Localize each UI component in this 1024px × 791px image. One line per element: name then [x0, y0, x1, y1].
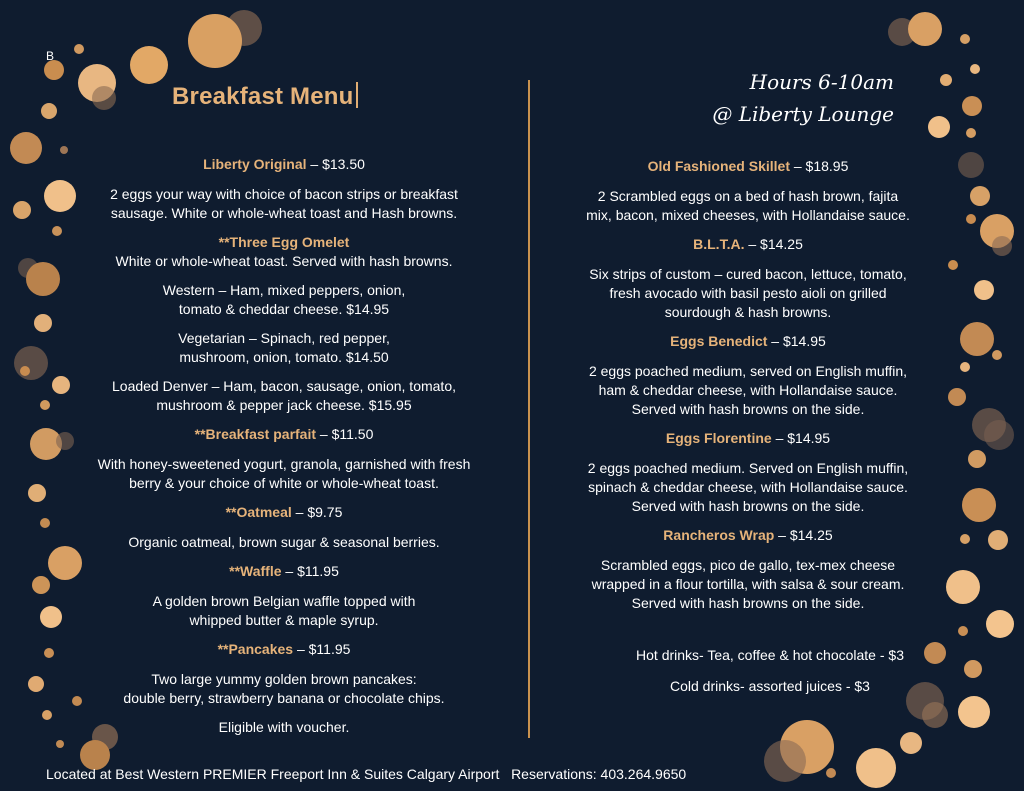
menu-item-title — [548, 332, 948, 351]
bokeh-circle — [960, 34, 970, 44]
bokeh-circle — [20, 366, 30, 376]
description-line: wrapped in a flour tortilla, with salsa & sour cream. — [591, 576, 905, 592]
right-menu-column — [548, 157, 948, 613]
menu-item-title — [548, 157, 948, 176]
bokeh-circle — [960, 534, 970, 544]
description-line: whipped butter & maple syrup. — [189, 612, 379, 628]
item-description — [548, 187, 948, 225]
bokeh-circle — [958, 696, 990, 728]
column-divider — [528, 80, 530, 738]
bokeh-circle — [60, 146, 68, 154]
item-description — [548, 265, 948, 322]
description-line: mushroom & pepper jack cheese. $15.95 — [156, 397, 412, 413]
description-line: sausage. White or whole-wheat toast and Hash browns. — [110, 205, 458, 221]
voucher-note — [62, 718, 506, 737]
item-price: – $14.95 — [767, 333, 826, 349]
description-line: mushroom, onion, tomato. $14.50 — [179, 349, 389, 365]
description-line: Vegetarian – Spinach, red pepper, — [178, 330, 390, 346]
description-line: White or whole-wheat toast. Served with hash browns. — [115, 253, 453, 269]
bokeh-circle — [974, 280, 994, 300]
location-line: @ Liberty Lounge — [712, 102, 894, 126]
description-line: Eligible with voucher. — [218, 719, 350, 735]
bokeh-circle — [966, 214, 976, 224]
bokeh-circle — [948, 388, 966, 406]
menu-item-title — [62, 562, 506, 581]
bokeh-circle — [44, 648, 54, 658]
bokeh-circle — [34, 314, 52, 332]
left-menu-column — [62, 155, 506, 737]
item-name: Liberty Original — [203, 156, 307, 172]
hot-drinks: Hot drinks- Tea, coffee & hot chocolate - $3 — [636, 647, 904, 663]
menu-item-title — [548, 526, 948, 545]
item-price: – $13.50 — [306, 156, 365, 172]
description-line: 2 eggs your way with choice of bacon strips or breakfast — [110, 186, 458, 202]
item-description — [62, 670, 506, 708]
bokeh-circle — [13, 201, 31, 219]
description-line: sourdough & hash browns. — [664, 304, 832, 320]
item-description — [62, 455, 506, 493]
description-line: 2 Scrambled eggs on a bed of hash brown, fajita — [597, 188, 899, 204]
bokeh-circle — [26, 262, 60, 296]
item-price: – $11.50 — [316, 426, 374, 442]
bokeh-circle — [74, 44, 84, 54]
cold-drinks: Cold drinks- assorted juices - $3 — [670, 678, 870, 694]
bokeh-circle — [946, 570, 980, 604]
description-line: mix, bacon, mixed cheeses, with Hollandaise sauce. — [586, 207, 910, 223]
item-description — [62, 533, 506, 552]
item-price: – $9.75 — [291, 504, 343, 520]
description-line: Six strips of custom – cured bacon, lettuce, tomato, — [589, 266, 907, 282]
description-line: Scrambled eggs, pico de gallo, tex-mex cheese — [600, 557, 896, 573]
omelet-option — [62, 377, 506, 415]
hours-heading — [634, 66, 894, 130]
bokeh-circle — [968, 450, 986, 468]
bokeh-circle — [764, 740, 806, 782]
item-price: – $18.95 — [789, 158, 849, 174]
bokeh-circle — [56, 740, 64, 748]
item-name: **Pancakes — [217, 641, 294, 657]
bokeh-circle — [130, 46, 168, 84]
menu-item-title — [548, 235, 948, 254]
description-line: Loaded Denver – Ham, bacon, sausage, onion, tomato, — [112, 378, 456, 394]
item-price: – $11.95 — [293, 641, 351, 657]
description-line: 2 eggs poached medium, served on English muffin, — [588, 363, 908, 379]
bokeh-circle — [40, 518, 50, 528]
bokeh-circle — [992, 236, 1012, 256]
item-description — [62, 185, 506, 223]
bokeh-circle — [962, 488, 996, 522]
menu-item-title — [62, 640, 506, 659]
bokeh-circle — [966, 128, 976, 138]
bokeh-circle — [10, 132, 42, 164]
description-line: ham & cheddar cheese, with Hollandaise sauce. — [598, 382, 898, 398]
text-cursor — [356, 82, 358, 108]
item-price: – $14.25 — [744, 236, 803, 252]
bokeh-circle — [44, 60, 64, 80]
bokeh-circle — [940, 74, 952, 86]
omelet-option — [62, 281, 506, 319]
item-price: – $14.25 — [774, 527, 833, 543]
footer-location: Located at Best Western PREMIER Freeport Inn & Suites Calgary Airport — [46, 766, 500, 782]
bokeh-circle — [40, 606, 62, 628]
bokeh-circle — [14, 346, 48, 380]
bokeh-circle — [32, 576, 50, 594]
menu-item-title — [62, 233, 506, 252]
menu-title — [172, 82, 358, 111]
item-price: – $11.95 — [281, 563, 339, 579]
corner-mark: B — [46, 49, 55, 63]
bokeh-circle — [960, 362, 970, 372]
description-line: Organic oatmeal, brown sugar & seasonal berries. — [128, 534, 440, 550]
description-line: With honey-sweetened yogurt, granola, garnished with fresh — [97, 456, 471, 472]
item-name: Eggs Florentine — [665, 430, 772, 446]
description-line: spinach & cheddar cheese, with Hollandaise sauce. — [588, 479, 908, 495]
item-name: **Breakfast parfait — [194, 426, 317, 442]
bokeh-circle — [856, 748, 896, 788]
bokeh-circle — [900, 732, 922, 754]
hours-line: Hours 6-10am — [749, 70, 894, 94]
footer-reservations: Reservations: 403.264.9650 — [511, 766, 687, 782]
description-line: tomato & cheddar cheese. $14.95 — [178, 301, 390, 317]
bokeh-circle — [92, 86, 116, 110]
item-name: **Three Egg Omelet — [218, 234, 350, 250]
bokeh-circle — [984, 420, 1014, 450]
bokeh-circle — [28, 676, 44, 692]
item-name: B.L.T.A. — [693, 236, 745, 252]
item-name: Eggs Benedict — [670, 333, 768, 349]
item-description — [62, 592, 506, 630]
description-line: Served with hash browns on the side. — [631, 498, 865, 514]
bokeh-circle — [960, 322, 994, 356]
item-name: **Waffle — [229, 563, 282, 579]
bokeh-circle — [992, 350, 1002, 360]
description-line: Two large yummy golden brown pancakes: — [151, 671, 417, 687]
item-description — [548, 459, 948, 516]
bokeh-circle — [958, 626, 968, 636]
menu-title-text: Breakfast Menu — [172, 83, 354, 110]
item-price: – $14.95 — [771, 430, 831, 446]
bokeh-circle — [928, 116, 950, 138]
bokeh-circle — [826, 768, 836, 778]
omelet-option — [62, 329, 506, 367]
item-name: Rancheros Wrap — [663, 527, 775, 543]
menu-item-title — [62, 503, 506, 522]
menu-item-title — [62, 155, 506, 174]
bokeh-circle — [40, 400, 50, 410]
item-name: Old Fashioned Skillet — [647, 158, 790, 174]
bokeh-circle — [958, 152, 984, 178]
bokeh-circle — [188, 14, 242, 68]
description-line: fresh avocado with basil pesto aioli on grilled — [609, 285, 887, 301]
bokeh-circle — [948, 260, 958, 270]
bokeh-circle — [908, 12, 942, 46]
description-line: Served with hash browns on the side. — [631, 595, 865, 611]
item-description — [62, 252, 506, 271]
description-line: berry & your choice of white or whole-wheat toast. — [129, 475, 439, 491]
bokeh-circle — [42, 710, 52, 720]
bokeh-circle — [988, 530, 1008, 550]
description-line: 2 eggs poached medium. Served on English muffin, — [587, 460, 909, 476]
bokeh-circle — [986, 610, 1014, 638]
item-name: **Oatmeal — [225, 504, 292, 520]
bokeh-circle — [922, 702, 948, 728]
bokeh-circle — [41, 103, 57, 119]
item-description — [548, 556, 948, 613]
description-line: A golden brown Belgian waffle topped with — [152, 593, 416, 609]
bokeh-circle — [970, 64, 980, 74]
bokeh-circle — [962, 96, 982, 116]
description-line: Served with hash browns on the side. — [631, 401, 865, 417]
description-line: double berry, strawberry banana or chocolate chips. — [123, 690, 445, 706]
description-line: Western – Ham, mixed peppers, onion, — [162, 282, 406, 298]
footer — [46, 766, 686, 782]
item-description — [548, 362, 948, 419]
bokeh-circle — [52, 226, 62, 236]
menu-item-title — [548, 429, 948, 448]
bokeh-circle — [964, 660, 982, 678]
menu-item-title — [62, 425, 506, 444]
bokeh-circle — [970, 186, 990, 206]
bokeh-circle — [28, 484, 46, 502]
